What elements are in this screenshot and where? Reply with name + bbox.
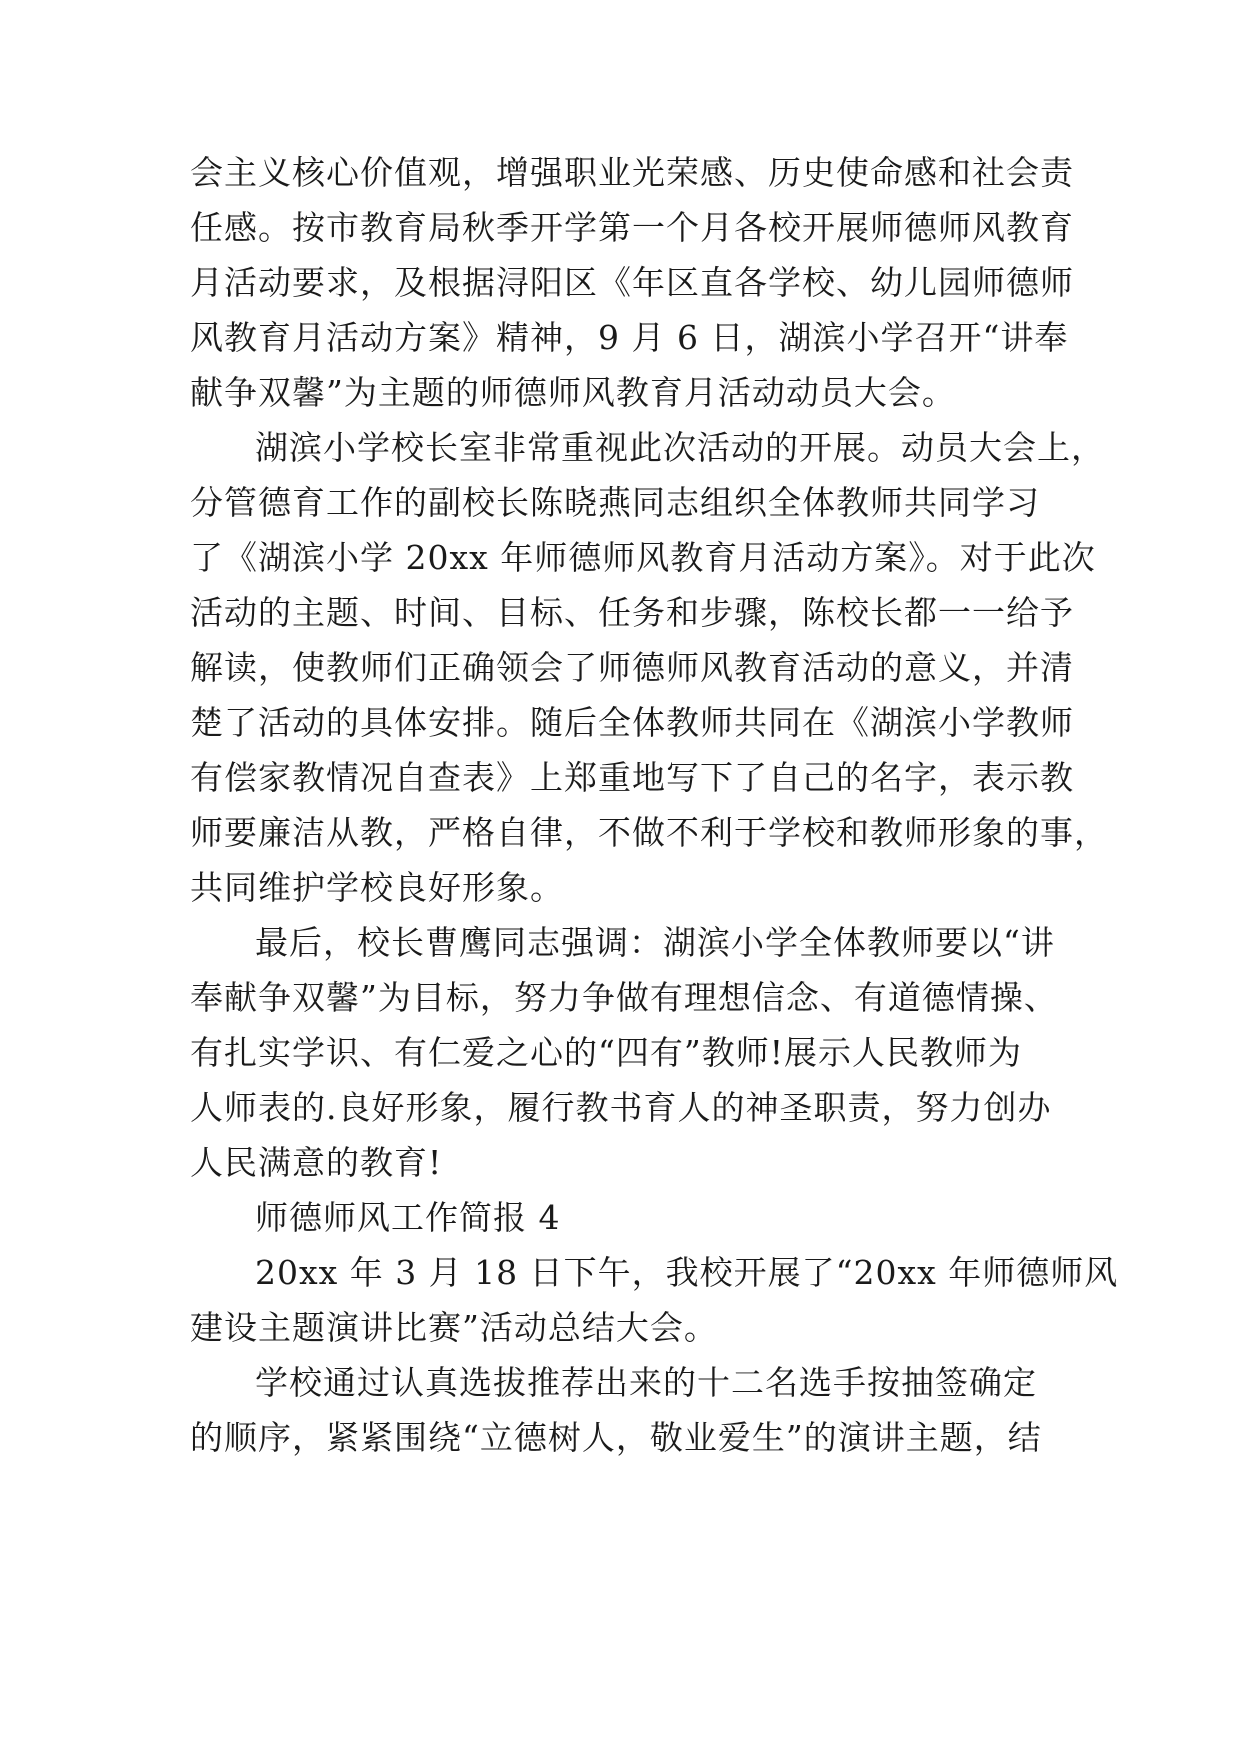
paragraph-first-line: 湖滨小学校长室非常重视此次活动的开展。动员大会上， — [255, 428, 1105, 467]
text-line: 了《湖滨小学 20xx 年师德师风教育月活动方案》。对于此次 — [190, 538, 1096, 577]
paragraph-first-line: 20xx 年 3 月 18 日下午，我校开展了“20xx 年师德师风 — [255, 1253, 1119, 1292]
text-line: 有扎实学识、有仁爱之心的“四有”教师!展示人民教师为 — [190, 1033, 1023, 1072]
text-line: 共同维护学校良好形象。 — [190, 868, 564, 907]
text-line: 人师表的.良好形象，履行教书育人的神圣职责，努力创办 — [190, 1088, 1052, 1127]
text-line: 月活动要求，及根据浔阳区《年区直各学校、幼儿园师德师 — [190, 263, 1074, 302]
text-line: 奉献争双馨”为目标，努力争做有理想信念、有道德情操、 — [190, 978, 1058, 1017]
text-line: 建设主题演讲比赛”活动总结大会。 — [190, 1308, 718, 1347]
text-line: 的顺序，紧紧围绕“立德树人，敬业爱生”的演讲主题，结 — [190, 1418, 1042, 1457]
paragraph-first-line: 学校通过认真选拔推荐出来的十二名选手按抽签确定 — [255, 1363, 1037, 1402]
text-line: 有偿家教情况自查表》上郑重地写下了自己的名字，表示教 — [190, 758, 1074, 797]
text-line: 献争双馨”为主题的师德师风教育月活动动员大会。 — [190, 373, 956, 412]
text-line: 楚了活动的具体安排。随后全体教师共同在《湖滨小学教师 — [190, 703, 1074, 742]
text-line: 活动的主题、时间、目标、任务和步骤，陈校长都一一给予 — [190, 593, 1074, 632]
section-heading: 师德师风工作简报 4 — [255, 1198, 561, 1237]
text-line: 解读，使教师们正确领会了师德师风教育活动的意义，并清 — [190, 648, 1074, 687]
paragraph-first-line: 最后，校长曹鹰同志强调：湖滨小学全体教师要以“讲 — [255, 923, 1055, 962]
text-line: 师要廉洁从教，严格自律，不做不利于学校和教师形象的事， — [190, 813, 1108, 852]
text-line: 任感。按市教育局秋季开学第一个月各校开展师德师风教育 — [190, 208, 1074, 247]
text-line: 人民满意的教育! — [190, 1143, 443, 1182]
text-line: 会主义核心价值观，增强职业光荣感、历史使命感和社会责 — [190, 153, 1074, 192]
text-line: 分管德育工作的副校长陈晓燕同志组织全体教师共同学习 — [190, 483, 1040, 522]
text-line: 风教育月活动方案》精神，9 月 6 日，湖滨小学召开“讲奉 — [190, 318, 1069, 357]
